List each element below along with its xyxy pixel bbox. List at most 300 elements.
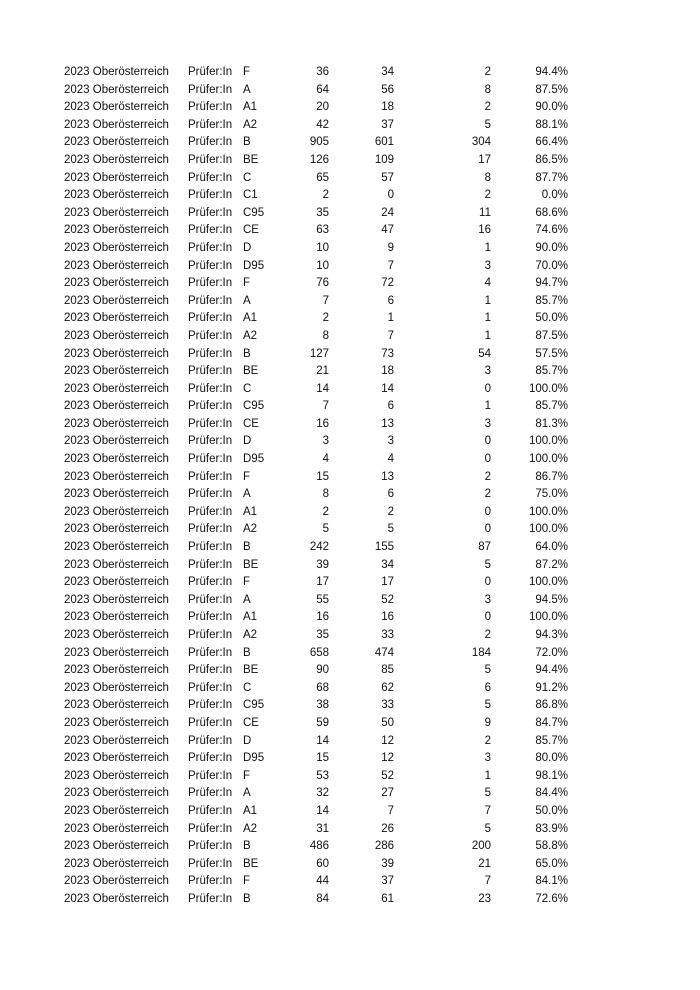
cell-failed: 0	[484, 576, 491, 589]
table-row	[64, 574, 568, 592]
cell-pass-rate: 72.0%	[535, 646, 568, 659]
cell-pass-rate: 80.0%	[535, 752, 568, 765]
cell-pass-rate: 87.7%	[535, 171, 568, 184]
cell-year-region: 2023 Oberösterreich	[64, 541, 169, 554]
cell-year-region: 2023 Oberösterreich	[64, 118, 169, 131]
table-row	[64, 82, 568, 100]
cell-examiner: Prüfer:In	[188, 857, 233, 870]
cell-passed: 72	[381, 277, 394, 290]
table-row	[64, 768, 568, 786]
cell-passed: 39	[381, 857, 394, 870]
cell-examiner: Prüfer:In	[188, 101, 233, 114]
cell-year-region: 2023 Oberösterreich	[64, 277, 169, 290]
cell-total: 10	[316, 259, 329, 272]
cell-total: 658	[309, 646, 329, 659]
cell-passed: 57	[381, 171, 394, 184]
cell-failed: 2	[484, 734, 491, 747]
cell-license-class: BE	[243, 365, 259, 378]
cell-total: 36	[316, 66, 329, 78]
cell-examiner: Prüfer:In	[188, 488, 233, 501]
cell-pass-rate: 84.1%	[535, 875, 568, 888]
cell-examiner: Prüfer:In	[188, 505, 233, 518]
cell-year-region: 2023 Oberösterreich	[64, 189, 169, 202]
cell-examiner: Prüfer:In	[188, 875, 233, 888]
cell-pass-rate: 85.7%	[535, 400, 568, 413]
cell-pass-rate: 72.6%	[535, 892, 568, 905]
cell-year-region: 2023 Oberösterreich	[64, 294, 169, 307]
table-row	[64, 592, 568, 610]
cell-examiner: Prüfer:In	[188, 752, 233, 765]
cell-failed: 3	[484, 259, 491, 272]
cell-year-region: 2023 Oberösterreich	[64, 664, 169, 677]
cell-pass-rate: 94.7%	[535, 277, 568, 290]
cell-pass-rate: 86.5%	[535, 153, 568, 166]
cell-failed: 0	[484, 505, 491, 518]
cell-pass-rate: 75.0%	[535, 488, 568, 501]
cell-total: 76	[316, 277, 329, 290]
cell-year-region: 2023 Oberösterreich	[64, 857, 169, 870]
cell-year-region: 2023 Oberösterreich	[64, 505, 169, 518]
cell-failed: 17	[478, 153, 491, 166]
cell-license-class: B	[243, 541, 251, 554]
cell-total: 14	[316, 734, 329, 747]
cell-pass-rate: 65.0%	[535, 857, 568, 870]
cell-examiner: Prüfer:In	[188, 470, 233, 483]
cell-passed: 6	[387, 294, 394, 307]
cell-total: 905	[309, 136, 329, 149]
table-row	[64, 433, 568, 451]
cell-year-region: 2023 Oberösterreich	[64, 892, 169, 905]
cell-examiner: Prüfer:In	[188, 189, 233, 202]
table-body	[64, 64, 568, 909]
cell-examiner: Prüfer:In	[188, 294, 233, 307]
table-row	[64, 170, 568, 188]
cell-passed: 18	[381, 101, 394, 114]
table-row	[64, 187, 568, 205]
cell-examiner: Prüfer:In	[188, 664, 233, 677]
cell-examiner: Prüfer:In	[188, 435, 233, 448]
cell-passed: 7	[387, 804, 394, 817]
cell-total: 64	[316, 83, 329, 96]
cell-year-region: 2023 Oberösterreich	[64, 241, 169, 254]
cell-year-region: 2023 Oberösterreich	[64, 558, 169, 571]
cell-examiner: Prüfer:In	[188, 593, 233, 606]
cell-year-region: 2023 Oberösterreich	[64, 417, 169, 430]
cell-passed: 50	[381, 716, 394, 729]
cell-passed: 6	[387, 400, 394, 413]
cell-examiner: Prüfer:In	[188, 312, 233, 325]
table-row	[64, 416, 568, 434]
cell-examiner: Prüfer:In	[188, 400, 233, 413]
data-table	[64, 64, 568, 909]
cell-year-region: 2023 Oberösterreich	[64, 136, 169, 149]
cell-passed: 47	[381, 224, 394, 237]
cell-total: 16	[316, 417, 329, 430]
cell-license-class: A	[243, 593, 251, 606]
cell-pass-rate: 84.4%	[535, 787, 568, 800]
cell-passed: 34	[381, 558, 394, 571]
cell-failed: 9	[484, 716, 491, 729]
table-row	[64, 627, 568, 645]
cell-passed: 2	[387, 505, 394, 518]
cell-failed: 1	[484, 241, 491, 254]
cell-examiner: Prüfer:In	[188, 734, 233, 747]
cell-license-class: B	[243, 892, 251, 905]
cell-license-class: F	[243, 277, 251, 290]
cell-pass-rate: 66.4%	[535, 136, 568, 149]
cell-license-class: C95	[243, 206, 265, 219]
table-row	[64, 152, 568, 170]
cell-passed: 4	[387, 453, 394, 466]
cell-failed: 3	[484, 752, 491, 765]
table-row	[64, 715, 568, 733]
table-row	[64, 134, 568, 152]
cell-license-class: C95	[243, 699, 265, 712]
cell-pass-rate: 98.1%	[535, 769, 568, 782]
table-row	[64, 504, 568, 522]
cell-examiner: Prüfer:In	[188, 716, 233, 729]
cell-license-class: A1	[243, 312, 258, 325]
table-row	[64, 469, 568, 487]
cell-license-class: A	[243, 83, 251, 96]
cell-license-class: C1	[243, 189, 258, 202]
cell-license-class: D	[243, 241, 252, 254]
cell-passed: 37	[381, 118, 394, 131]
cell-year-region: 2023 Oberösterreich	[64, 66, 169, 78]
cell-pass-rate: 100.0%	[528, 576, 568, 589]
cell-failed: 21	[478, 857, 491, 870]
cell-license-class: A2	[243, 822, 258, 835]
table-row	[64, 328, 568, 346]
cell-pass-rate: 88.1%	[535, 118, 568, 131]
cell-total: 127	[309, 347, 329, 360]
cell-total: 21	[316, 365, 329, 378]
cell-passed: 601	[374, 136, 394, 149]
cell-pass-rate: 90.0%	[535, 241, 568, 254]
cell-license-class: A	[243, 294, 251, 307]
cell-passed: 16	[381, 611, 394, 624]
cell-year-region: 2023 Oberösterreich	[64, 787, 169, 800]
cell-pass-rate: 100.0%	[528, 453, 568, 466]
cell-total: 17	[316, 576, 329, 589]
cell-year-region: 2023 Oberösterreich	[64, 365, 169, 378]
cell-passed: 474	[374, 646, 394, 659]
table-row	[64, 205, 568, 223]
table-row	[64, 310, 568, 328]
cell-examiner: Prüfer:In	[188, 576, 233, 589]
cell-year-region: 2023 Oberösterreich	[64, 699, 169, 712]
cell-failed: 2	[484, 101, 491, 114]
cell-year-region: 2023 Oberösterreich	[64, 576, 169, 589]
cell-examiner: Prüfer:In	[188, 241, 233, 254]
cell-total: 39	[316, 558, 329, 571]
cell-total: 2	[322, 505, 329, 518]
table-row	[64, 346, 568, 364]
cell-failed: 1	[484, 294, 491, 307]
cell-examiner: Prüfer:In	[188, 417, 233, 430]
cell-failed: 8	[484, 83, 491, 96]
table-row	[64, 838, 568, 856]
cell-total: 63	[316, 224, 329, 237]
table-row	[64, 785, 568, 803]
cell-year-region: 2023 Oberösterreich	[64, 488, 169, 501]
cell-license-class: A2	[243, 118, 258, 131]
cell-total: 55	[316, 593, 329, 606]
cell-total: 38	[316, 699, 329, 712]
cell-examiner: Prüfer:In	[188, 558, 233, 571]
table-row	[64, 609, 568, 627]
table-row	[64, 645, 568, 663]
cell-failed: 5	[484, 699, 491, 712]
cell-failed: 3	[484, 365, 491, 378]
cell-license-class: CE	[243, 716, 259, 729]
cell-failed: 2	[484, 629, 491, 641]
table-row	[64, 363, 568, 381]
cell-pass-rate: 94.3%	[535, 629, 568, 641]
cell-passed: 26	[381, 822, 394, 835]
cell-year-region: 2023 Oberösterreich	[64, 769, 169, 782]
cell-year-region: 2023 Oberösterreich	[64, 681, 169, 694]
cell-total: 10	[316, 241, 329, 254]
cell-passed: 155	[374, 541, 394, 554]
cell-examiner: Prüfer:In	[188, 365, 233, 378]
table-row	[64, 803, 568, 821]
table-row	[64, 697, 568, 715]
cell-license-class: A1	[243, 804, 258, 817]
cell-passed: 5	[387, 523, 394, 536]
table-row	[64, 117, 568, 135]
table-row	[64, 539, 568, 557]
cell-pass-rate: 100.0%	[528, 382, 568, 395]
table-row	[64, 381, 568, 399]
cell-passed: 33	[381, 629, 394, 641]
table-row	[64, 64, 568, 82]
cell-passed: 52	[381, 593, 394, 606]
cell-pass-rate: 64.0%	[535, 541, 568, 554]
cell-examiner: Prüfer:In	[188, 224, 233, 237]
cell-pass-rate: 50.0%	[535, 312, 568, 325]
cell-year-region: 2023 Oberösterreich	[64, 400, 169, 413]
cell-examiner: Prüfer:In	[188, 787, 233, 800]
cell-license-class: C	[243, 171, 252, 184]
table-row	[64, 99, 568, 117]
cell-total: 16	[316, 611, 329, 624]
cell-failed: 3	[484, 593, 491, 606]
cell-failed: 0	[484, 382, 491, 395]
cell-year-region: 2023 Oberösterreich	[64, 453, 169, 466]
cell-failed: 0	[484, 523, 491, 536]
cell-license-class: F	[243, 875, 251, 888]
cell-examiner: Prüfer:In	[188, 840, 233, 853]
cell-failed: 1	[484, 329, 491, 342]
cell-license-class: D	[243, 435, 252, 448]
cell-total: 84	[316, 892, 329, 905]
cell-passed: 14	[381, 382, 394, 395]
cell-pass-rate: 94.4%	[535, 664, 568, 677]
cell-passed: 34	[381, 66, 394, 78]
cell-license-class: BE	[243, 664, 259, 677]
cell-year-region: 2023 Oberösterreich	[64, 259, 169, 272]
cell-total: 14	[316, 382, 329, 395]
cell-total: 20	[316, 101, 329, 114]
cell-total: 8	[322, 488, 329, 501]
cell-examiner: Prüfer:In	[188, 206, 233, 219]
table-row	[64, 680, 568, 698]
cell-passed: 37	[381, 875, 394, 888]
cell-passed: 12	[381, 734, 394, 747]
cell-failed: 16	[478, 224, 491, 237]
cell-total: 7	[322, 400, 329, 413]
cell-passed: 52	[381, 769, 394, 782]
cell-examiner: Prüfer:In	[188, 259, 233, 272]
cell-failed: 11	[479, 206, 491, 219]
cell-year-region: 2023 Oberösterreich	[64, 206, 169, 219]
cell-failed: 0	[484, 611, 491, 624]
cell-pass-rate: 0.0%	[541, 189, 568, 202]
cell-passed: 6	[387, 488, 394, 501]
cell-license-class: D	[243, 734, 252, 747]
cell-passed: 1	[387, 312, 394, 325]
table-row	[64, 521, 568, 539]
cell-examiner: Prüfer:In	[188, 118, 233, 131]
cell-license-class: A2	[243, 523, 258, 536]
cell-year-region: 2023 Oberösterreich	[64, 804, 169, 817]
cell-failed: 1	[484, 400, 491, 413]
cell-year-region: 2023 Oberösterreich	[64, 153, 169, 166]
cell-failed: 5	[484, 664, 491, 677]
cell-year-region: 2023 Oberösterreich	[64, 435, 169, 448]
cell-passed: 85	[381, 664, 394, 677]
cell-license-class: A	[243, 787, 251, 800]
cell-total: 242	[309, 541, 329, 554]
table-row	[64, 293, 568, 311]
cell-pass-rate: 70.0%	[535, 259, 568, 272]
cell-year-region: 2023 Oberösterreich	[64, 840, 169, 853]
cell-pass-rate: 100.0%	[528, 435, 568, 448]
table-row	[64, 557, 568, 575]
cell-pass-rate: 74.6%	[535, 224, 568, 237]
cell-examiner: Prüfer:In	[188, 541, 233, 554]
cell-pass-rate: 85.7%	[535, 734, 568, 747]
cell-total: 14	[316, 804, 329, 817]
cell-passed: 109	[374, 153, 394, 166]
cell-total: 35	[316, 629, 329, 641]
cell-passed: 9	[387, 241, 394, 254]
cell-failed: 304	[471, 136, 491, 149]
cell-license-class: A2	[243, 329, 258, 342]
cell-total: 68	[316, 681, 329, 694]
cell-examiner: Prüfer:In	[188, 277, 233, 290]
cell-passed: 13	[381, 470, 394, 483]
cell-pass-rate: 87.2%	[535, 558, 568, 571]
cell-total: 126	[309, 153, 329, 166]
cell-license-class: C	[243, 681, 252, 694]
cell-license-class: F	[243, 769, 251, 782]
cell-license-class: A1	[243, 505, 258, 518]
cell-year-region: 2023 Oberösterreich	[64, 734, 169, 747]
cell-examiner: Prüfer:In	[188, 892, 233, 905]
cell-failed: 0	[484, 435, 491, 448]
cell-examiner: Prüfer:In	[188, 629, 233, 641]
cell-examiner: Prüfer:In	[188, 769, 233, 782]
cell-failed: 2	[484, 470, 491, 483]
cell-failed: 1	[484, 769, 491, 782]
table-row	[64, 486, 568, 504]
cell-passed: 7	[387, 259, 394, 272]
table-row	[64, 258, 568, 276]
cell-pass-rate: 81.3%	[535, 417, 568, 430]
cell-year-region: 2023 Oberösterreich	[64, 382, 169, 395]
cell-total: 44	[316, 875, 329, 888]
cell-examiner: Prüfer:In	[188, 681, 233, 694]
table-row	[64, 451, 568, 469]
cell-passed: 62	[381, 681, 394, 694]
table-row	[64, 240, 568, 258]
cell-year-region: 2023 Oberösterreich	[64, 329, 169, 342]
cell-passed: 33	[381, 699, 394, 712]
cell-passed: 7	[387, 329, 394, 342]
cell-pass-rate: 85.7%	[535, 294, 568, 307]
cell-passed: 73	[381, 347, 394, 360]
cell-pass-rate: 58.8%	[535, 840, 568, 853]
cell-year-region: 2023 Oberösterreich	[64, 312, 169, 325]
cell-pass-rate: 87.5%	[535, 83, 568, 96]
cell-failed: 8	[484, 171, 491, 184]
cell-total: 2	[322, 189, 329, 202]
cell-examiner: Prüfer:In	[188, 329, 233, 342]
cell-examiner: Prüfer:In	[188, 382, 233, 395]
cell-year-region: 2023 Oberösterreich	[64, 83, 169, 96]
cell-pass-rate: 86.8%	[535, 699, 568, 712]
cell-pass-rate: 100.0%	[528, 523, 568, 536]
table-row	[64, 856, 568, 874]
cell-year-region: 2023 Oberösterreich	[64, 875, 169, 888]
cell-license-class: D95	[243, 259, 265, 272]
cell-examiner: Prüfer:In	[188, 822, 233, 835]
cell-passed: 61	[381, 892, 394, 905]
cell-total: 3	[322, 435, 329, 448]
cell-pass-rate: 87.5%	[535, 329, 568, 342]
cell-license-class: A1	[243, 611, 258, 624]
cell-examiner: Prüfer:In	[188, 804, 233, 817]
cell-examiner: Prüfer:In	[188, 136, 233, 149]
cell-license-class: CE	[243, 417, 259, 430]
cell-total: 486	[309, 840, 329, 853]
cell-passed: 3	[387, 435, 394, 448]
table-row	[64, 662, 568, 680]
cell-failed: 2	[484, 488, 491, 501]
cell-year-region: 2023 Oberösterreich	[64, 629, 169, 641]
cell-license-class: A2	[243, 629, 258, 641]
cell-year-region: 2023 Oberösterreich	[64, 347, 169, 360]
cell-passed: 12	[381, 752, 394, 765]
cell-year-region: 2023 Oberösterreich	[64, 593, 169, 606]
cell-passed: 13	[381, 417, 394, 430]
cell-license-class: B	[243, 136, 251, 149]
cell-license-class: A1	[243, 101, 258, 114]
cell-license-class: D95	[243, 453, 265, 466]
table-row	[64, 821, 568, 839]
cell-failed: 23	[478, 892, 491, 905]
table-row	[64, 398, 568, 416]
cell-year-region: 2023 Oberösterreich	[64, 716, 169, 729]
cell-pass-rate: 83.9%	[535, 822, 568, 835]
cell-failed: 5	[484, 558, 491, 571]
table-row	[64, 222, 568, 240]
cell-license-class: F	[243, 576, 251, 589]
cell-license-class: BE	[243, 153, 259, 166]
cell-failed: 7	[484, 875, 491, 888]
